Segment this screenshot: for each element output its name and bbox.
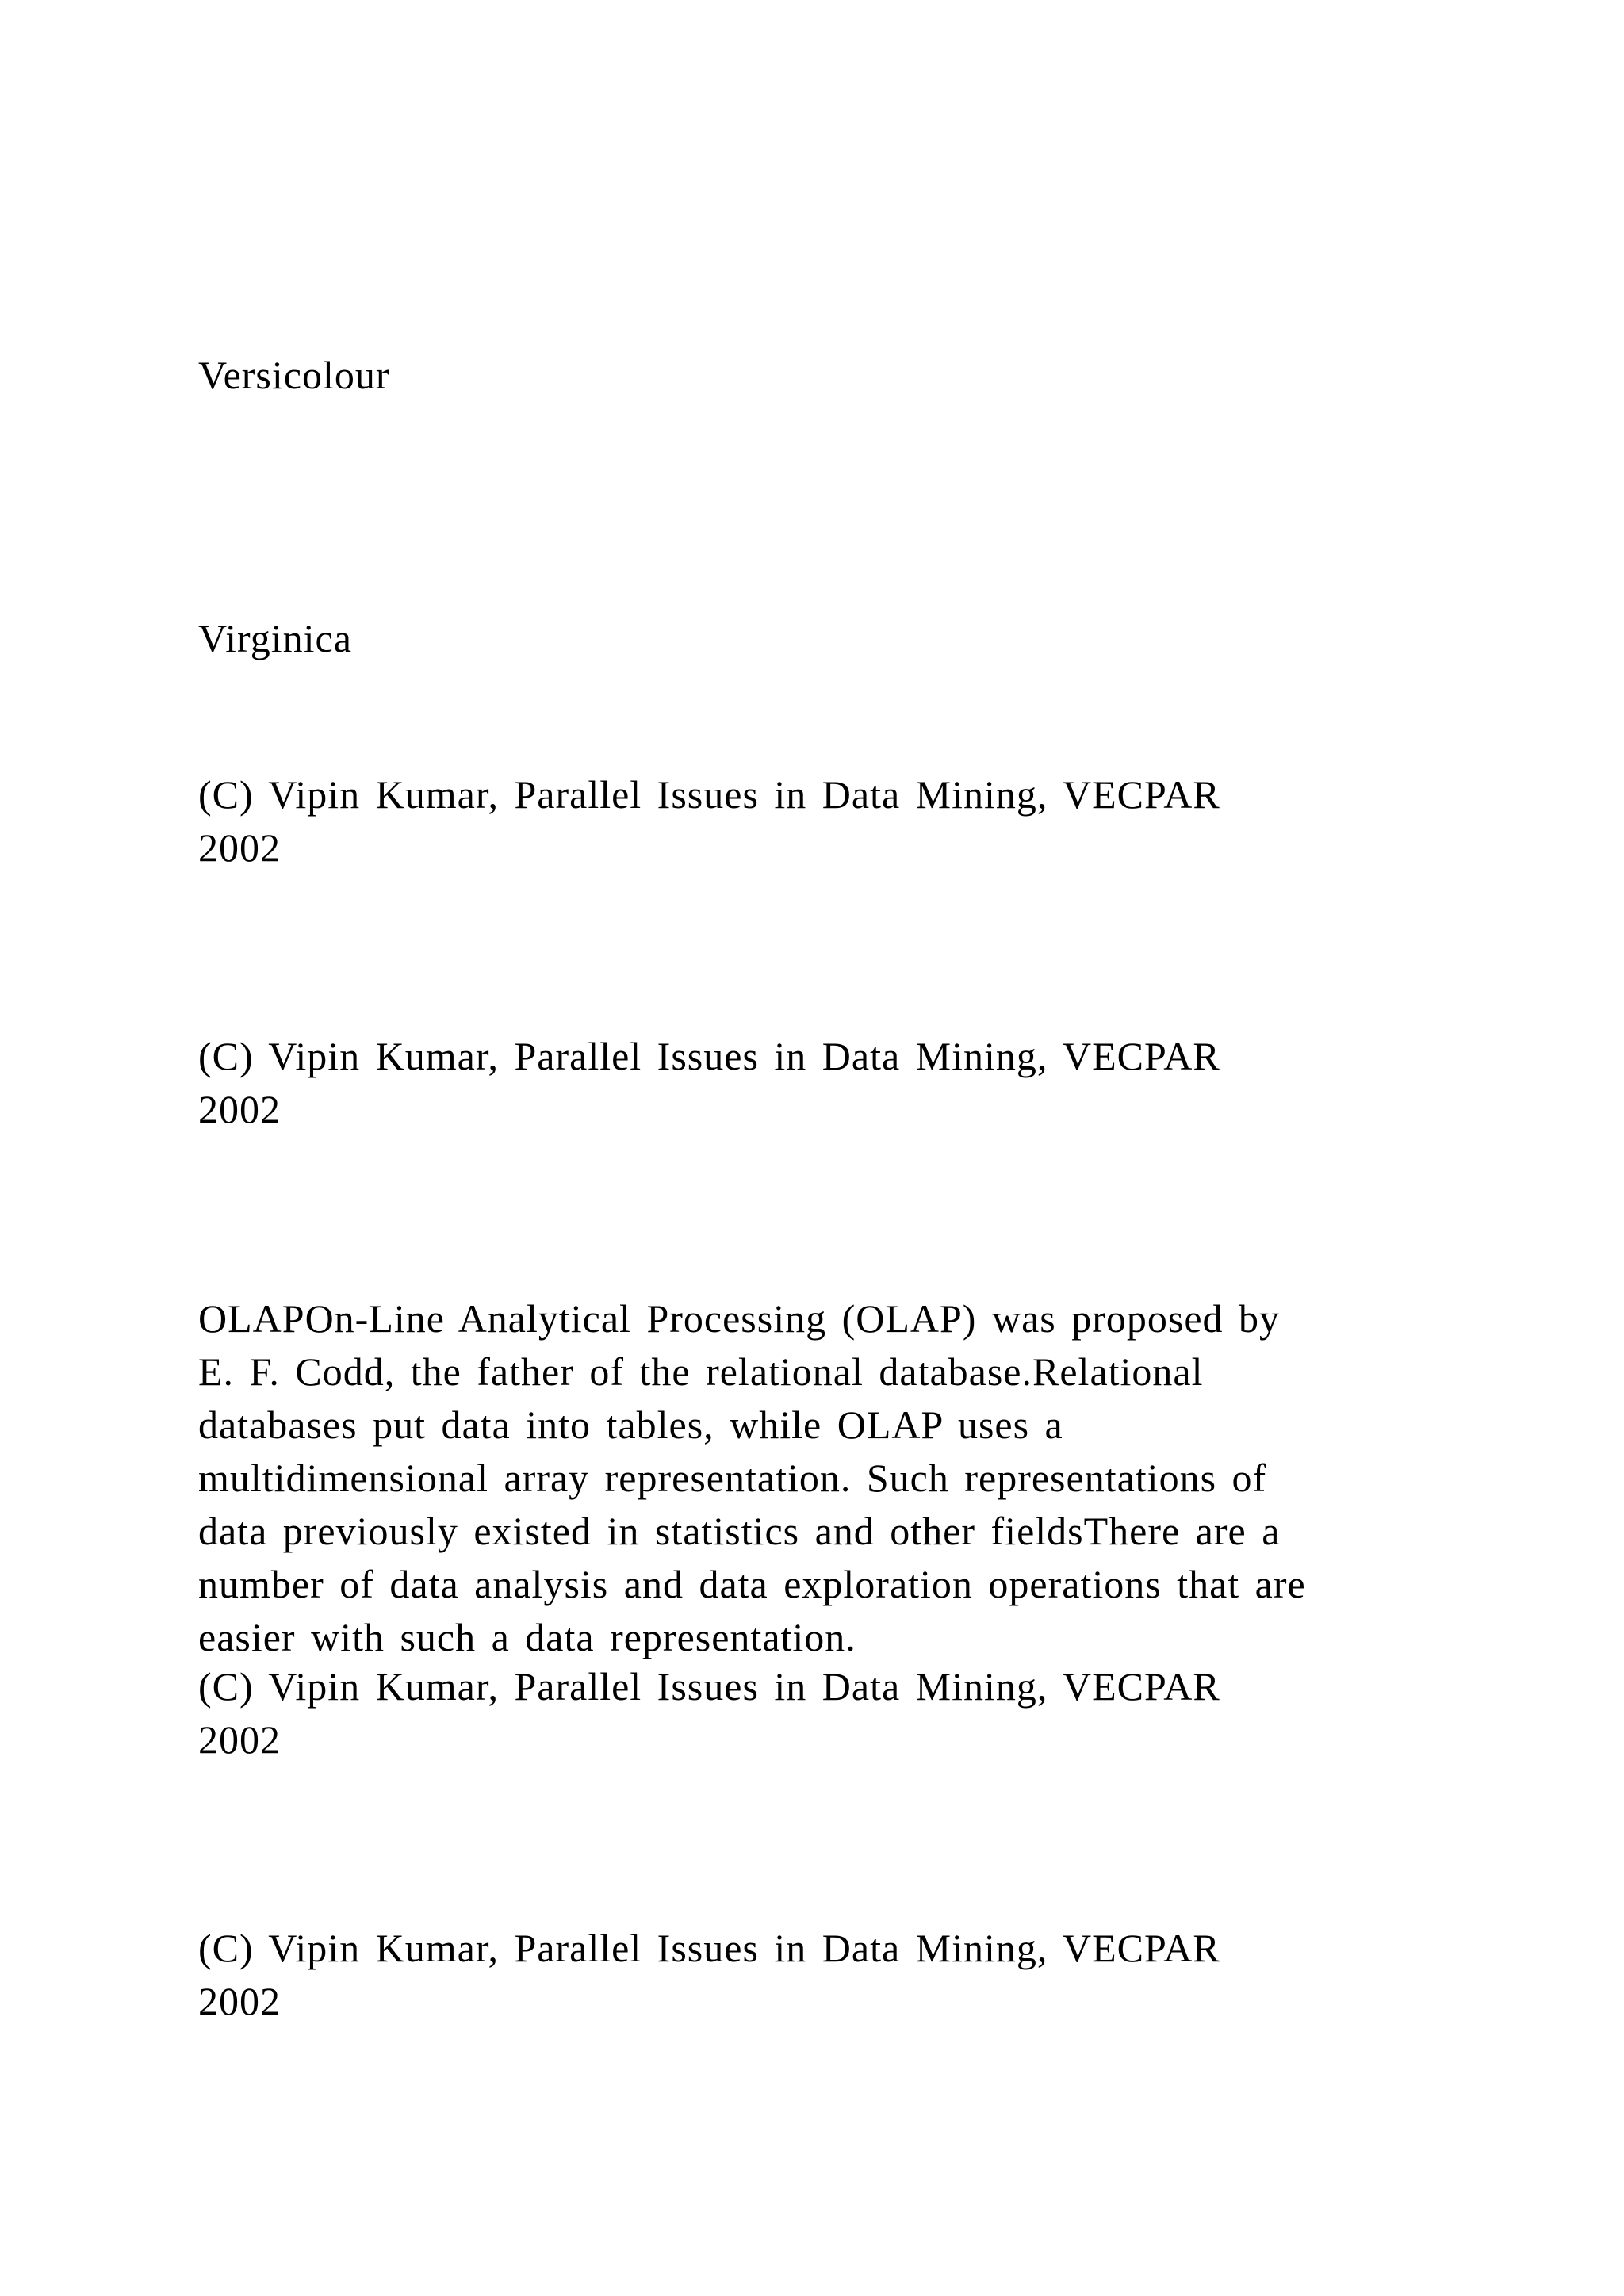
credit-line-2: (C) Vipin Kumar, Parallel Issues in Data Mining, VECPAR 2002 (198, 1034, 1220, 1131)
olap-paragraph: OLAPOn-Line Analytical Processing (OLAP) was proposed by E. F. Codd, the father of the relational database.Relational databases put data into tables, while OLAP uses a multidimensional array representation. Such representations of data previously existed in statistics and other fieldsThere are a number of data analysis and data exploration operations that are easier with such a data representation. (198, 1296, 1306, 1659)
credit-line-3: (C) Vipin Kumar, Parallel Issues in Data Mining, VECPAR 2002 (198, 1664, 1220, 1762)
heading-virginica: Virginica (198, 616, 352, 660)
credit-line-1: (C) Vipin Kumar, Parallel Issues in Data Mining, VECPAR 2002 (198, 772, 1220, 870)
credit-line-4: (C) Vipin Kumar, Parallel Issues in Data Mining, VECPAR 2002 (198, 1926, 1220, 2023)
heading-versicolour: Versicolour (198, 353, 390, 397)
